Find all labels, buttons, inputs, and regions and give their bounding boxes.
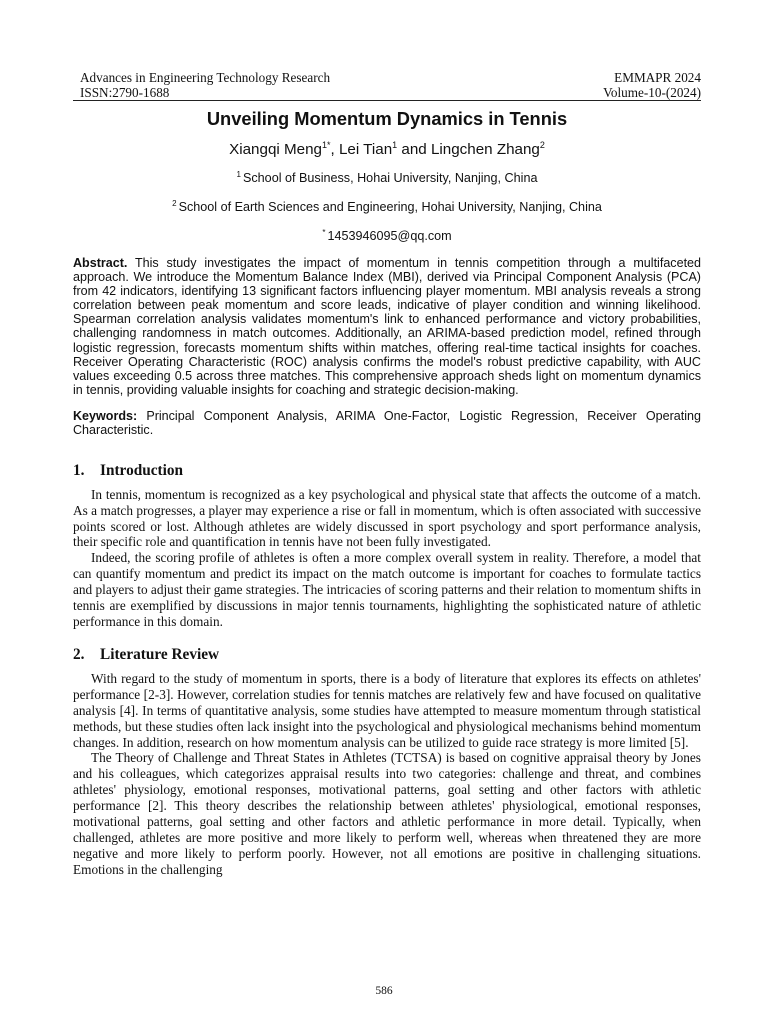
author-separator: , <box>330 141 339 158</box>
conference-name: EMMAPR 2024 <box>614 70 701 85</box>
issn: ISSN:2790-1688 <box>80 85 170 100</box>
affiliation-mark: 1 <box>236 170 241 179</box>
literature-review-body <box>73 671 701 878</box>
section-number: 1. <box>73 461 85 479</box>
author-affiliation-mark: 1* <box>321 140 331 150</box>
paper-page <box>73 70 701 878</box>
paragraph: In tennis, momentum is recognized as a key psychological and physical state that affects the outcome of a match. As a match progresses, a player may experience a rise or fall in momentum, which is often associated with successive points scored or lost. Although athletes are widely discussed in sport psychology and sport performance analysis, their specific role and quantification in tennis have not been fully investigated. <box>73 486 701 550</box>
keywords <box>73 409 701 438</box>
abstract <box>73 256 701 397</box>
affiliation-mark: 2 <box>172 199 177 208</box>
paragraph: Indeed, the scoring profile of athletes is often a more complex overall system in reality. Therefore, a model that can quantify momentum and predict its impact on the match outcome is important for coaches to formulate tactics and players to adjust their game strategies. The intricacies of scoring patterns and their relation to momentum shifts in tennis are exemplified by discussions in major tennis tournaments, highlighting the sophisticated nature of athletic performance in this domain. <box>73 550 701 629</box>
abstract-text: This study investigates the impact of momentum in tennis competition through a multifaceted approach. We introduce the Momentum Balance Index (MBI), derived via Principal Component Analysis (PCA) from 42 indicators, identifying 13 significant factors influencing player momentum. MBI analysis reveals a strong correlation between peak momentum and score leads, indicative of player condition and winning likelihood. Spearman correlation analysis validates momentum's link to enhanced performance and victory probabilities, challenging randomness in match outcomes. Additionally, an ARIMA-based prediction model, refined through logistic regression, forecasts momentum shifts within matches, offering real-time tactical insights for coaches. Receiver Operating Characteristic (ROC) analysis confirms the model's robust predictive capability, with AUC values exceeding 0.5 across three matches. This comprehensive approach sheds light on momentum dynamics in tennis, providing valuable insights for coaching and strategic decision-making. <box>73 256 702 397</box>
paragraph: The Theory of Challenge and Threat States in Athletes (TCTSA) is based on cognitive appraisal theory by Jones and his colleagues, which categorizes appraisal results into two categories: challenge and threat, and combines athletes' physiology, emotional responses, motivational patterns, goal setting and other factors with athletic performance [2]. This theory describes the relationship between athletes' physiological, emotional responses, motivational patterns, goal setting and other factors and athletic performance in more detail. Typically, when challenged, athletes are more positive and more likely to perform well, whereas when threatened they are more negative and more likely to perform poorly. However, not all emotions are positive in challenging situations. Emotions in the challenging <box>73 750 701 877</box>
author-separator: and <box>397 141 431 158</box>
keywords-label: Keywords: <box>73 408 138 423</box>
running-header-line-2 <box>73 85 701 101</box>
author-line <box>73 135 701 160</box>
volume: Volume-10-(2024) <box>603 85 701 100</box>
section-title: Introduction <box>100 461 184 479</box>
running-header <box>73 70 701 85</box>
journal-name: Advances in Engineering Technology Research <box>80 70 331 85</box>
email-address[interactable]: 1453946095@qq.com <box>327 229 452 243</box>
affiliation-text: School of Earth Sciences and Engineering, Hohai University, Nanjing, China <box>178 200 602 214</box>
keywords-text: Principal Component Analysis, ARIMA One-Factor, Logistic Regression, Receiver Operating Characteristic. <box>73 408 701 438</box>
author-name: Lingchen Zhang <box>430 141 540 158</box>
affiliation <box>73 196 701 215</box>
section-heading-introduction <box>73 462 701 480</box>
email-mark: * <box>322 228 326 237</box>
section-title: Literature Review <box>100 645 220 663</box>
author-affiliation-mark: 1 <box>392 140 398 150</box>
abstract-label: Abstract. <box>73 256 128 270</box>
section-number: 2. <box>73 645 85 663</box>
section-heading-literature-review <box>73 646 701 664</box>
affiliation-text: School of Business, Hohai University, Nanjing, China <box>242 171 538 185</box>
introduction-body <box>73 487 701 630</box>
affiliation <box>73 167 701 186</box>
page-number: 586 <box>375 985 393 997</box>
corresponding-email <box>73 225 701 244</box>
author-name: Xiangqi Meng <box>229 141 322 158</box>
author-name: Lei Tian <box>338 141 393 158</box>
paper-title: Unveiling Momentum Dynamics in Tennis <box>206 108 568 129</box>
author-affiliation-mark: 2 <box>539 140 545 150</box>
paragraph: With regard to the study of momentum in sports, there is a body of literature that explores its effects on athletes' performance [2-3]. However, correlation studies for tennis matches are relatively few and have focused on qualitative analysis [4]. In terms of quantitative analysis, some studies have attempted to measure momentum through statistical methods, but these studies often lack insight into the psychological and physiological mechanisms behind momentum changes. In addition, research on how momentum analysis can be utilized to guide race strategy is more limited [5]. <box>73 670 701 750</box>
